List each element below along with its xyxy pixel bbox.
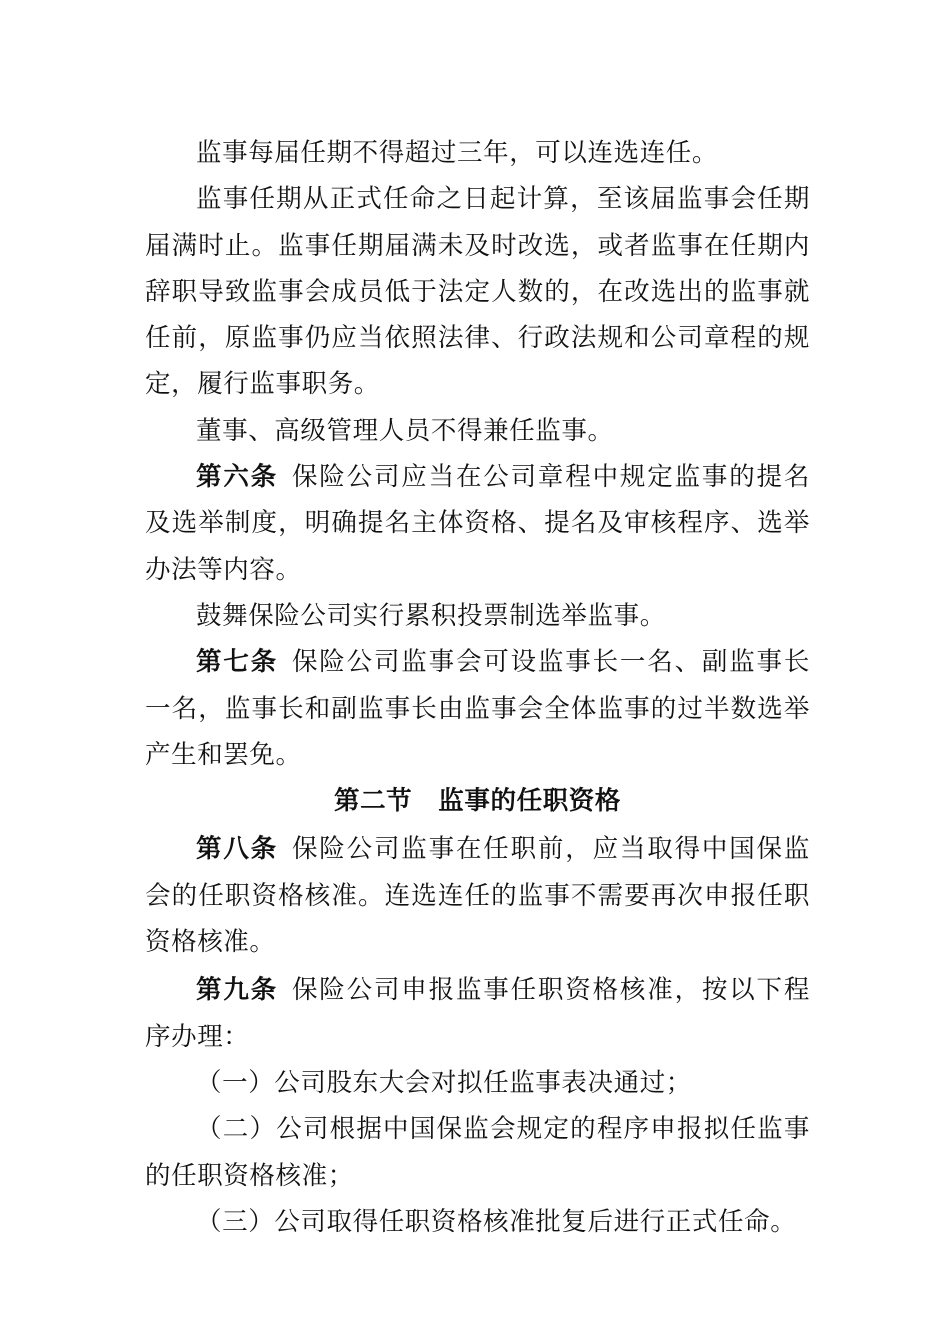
article-9 [145,967,810,1060]
list-item: （二）公司根据中国保监会规定的程序申报拟任监事的任职资格核准； [145,1114,810,1191]
section-title: 监事的任职资格 [438,786,621,817]
section-heading [145,778,810,824]
article-6 [145,454,810,593]
article-6-label: 第六条 [196,462,278,493]
paragraph-term-limit: 监事每届任期不得超过三年，可以连选连任。 [196,138,719,168]
article-9-label: 第九条 [196,975,278,1006]
article-9-text: 保险公司申报监事任职资格核准，按以下程序办理： [145,975,810,1052]
article-7 [145,639,810,778]
article-8-label: 第八条 [196,834,278,865]
article-7-text: 保险公司监事会可设监事长一名、副监事长一名，监事长和副监事长由监事会全体监事的过半数选举产生和罢免。 [145,647,810,770]
article-6-text: 保险公司应当在公司章程中规定监事的提名及选举制度，明确提名主体资格、提名及审核程序、选举办法等内容。 [145,462,810,585]
list-item: （一）公司股东大会对拟任监事表决通过； [196,1067,692,1098]
paragraph-term-calculation: 监事任期从正式任命之日起计算，至该届监事会任期届满时止。监事任期届满未及时改选，或者监事在任期内辞职导致监事会成员低于法定人数的，在改选出的监事就任前，原监事仍应当依照法律、行政法规和公司章程的规定，履行监事职务。 [145,184,810,400]
paragraph-cumulative-voting: 鼓舞保险公司实行累积投票制选举监事。 [196,600,666,631]
list-item: （三）公司取得任职资格核准批复后进行正式任命。 [196,1206,797,1237]
section-number: 第二节 [333,786,413,817]
article-7-label: 第七条 [196,647,278,678]
article-8 [145,826,810,965]
document-page [145,130,810,1245]
article-8-text: 保险公司监事在任职前，应当取得中国保监会的任职资格核准。连选连任的监事不需要再次申报任职资格核准。 [145,834,810,958]
paragraph-no-concurrent-role: 董事、高级管理人员不得兼任监事。 [196,415,614,446]
